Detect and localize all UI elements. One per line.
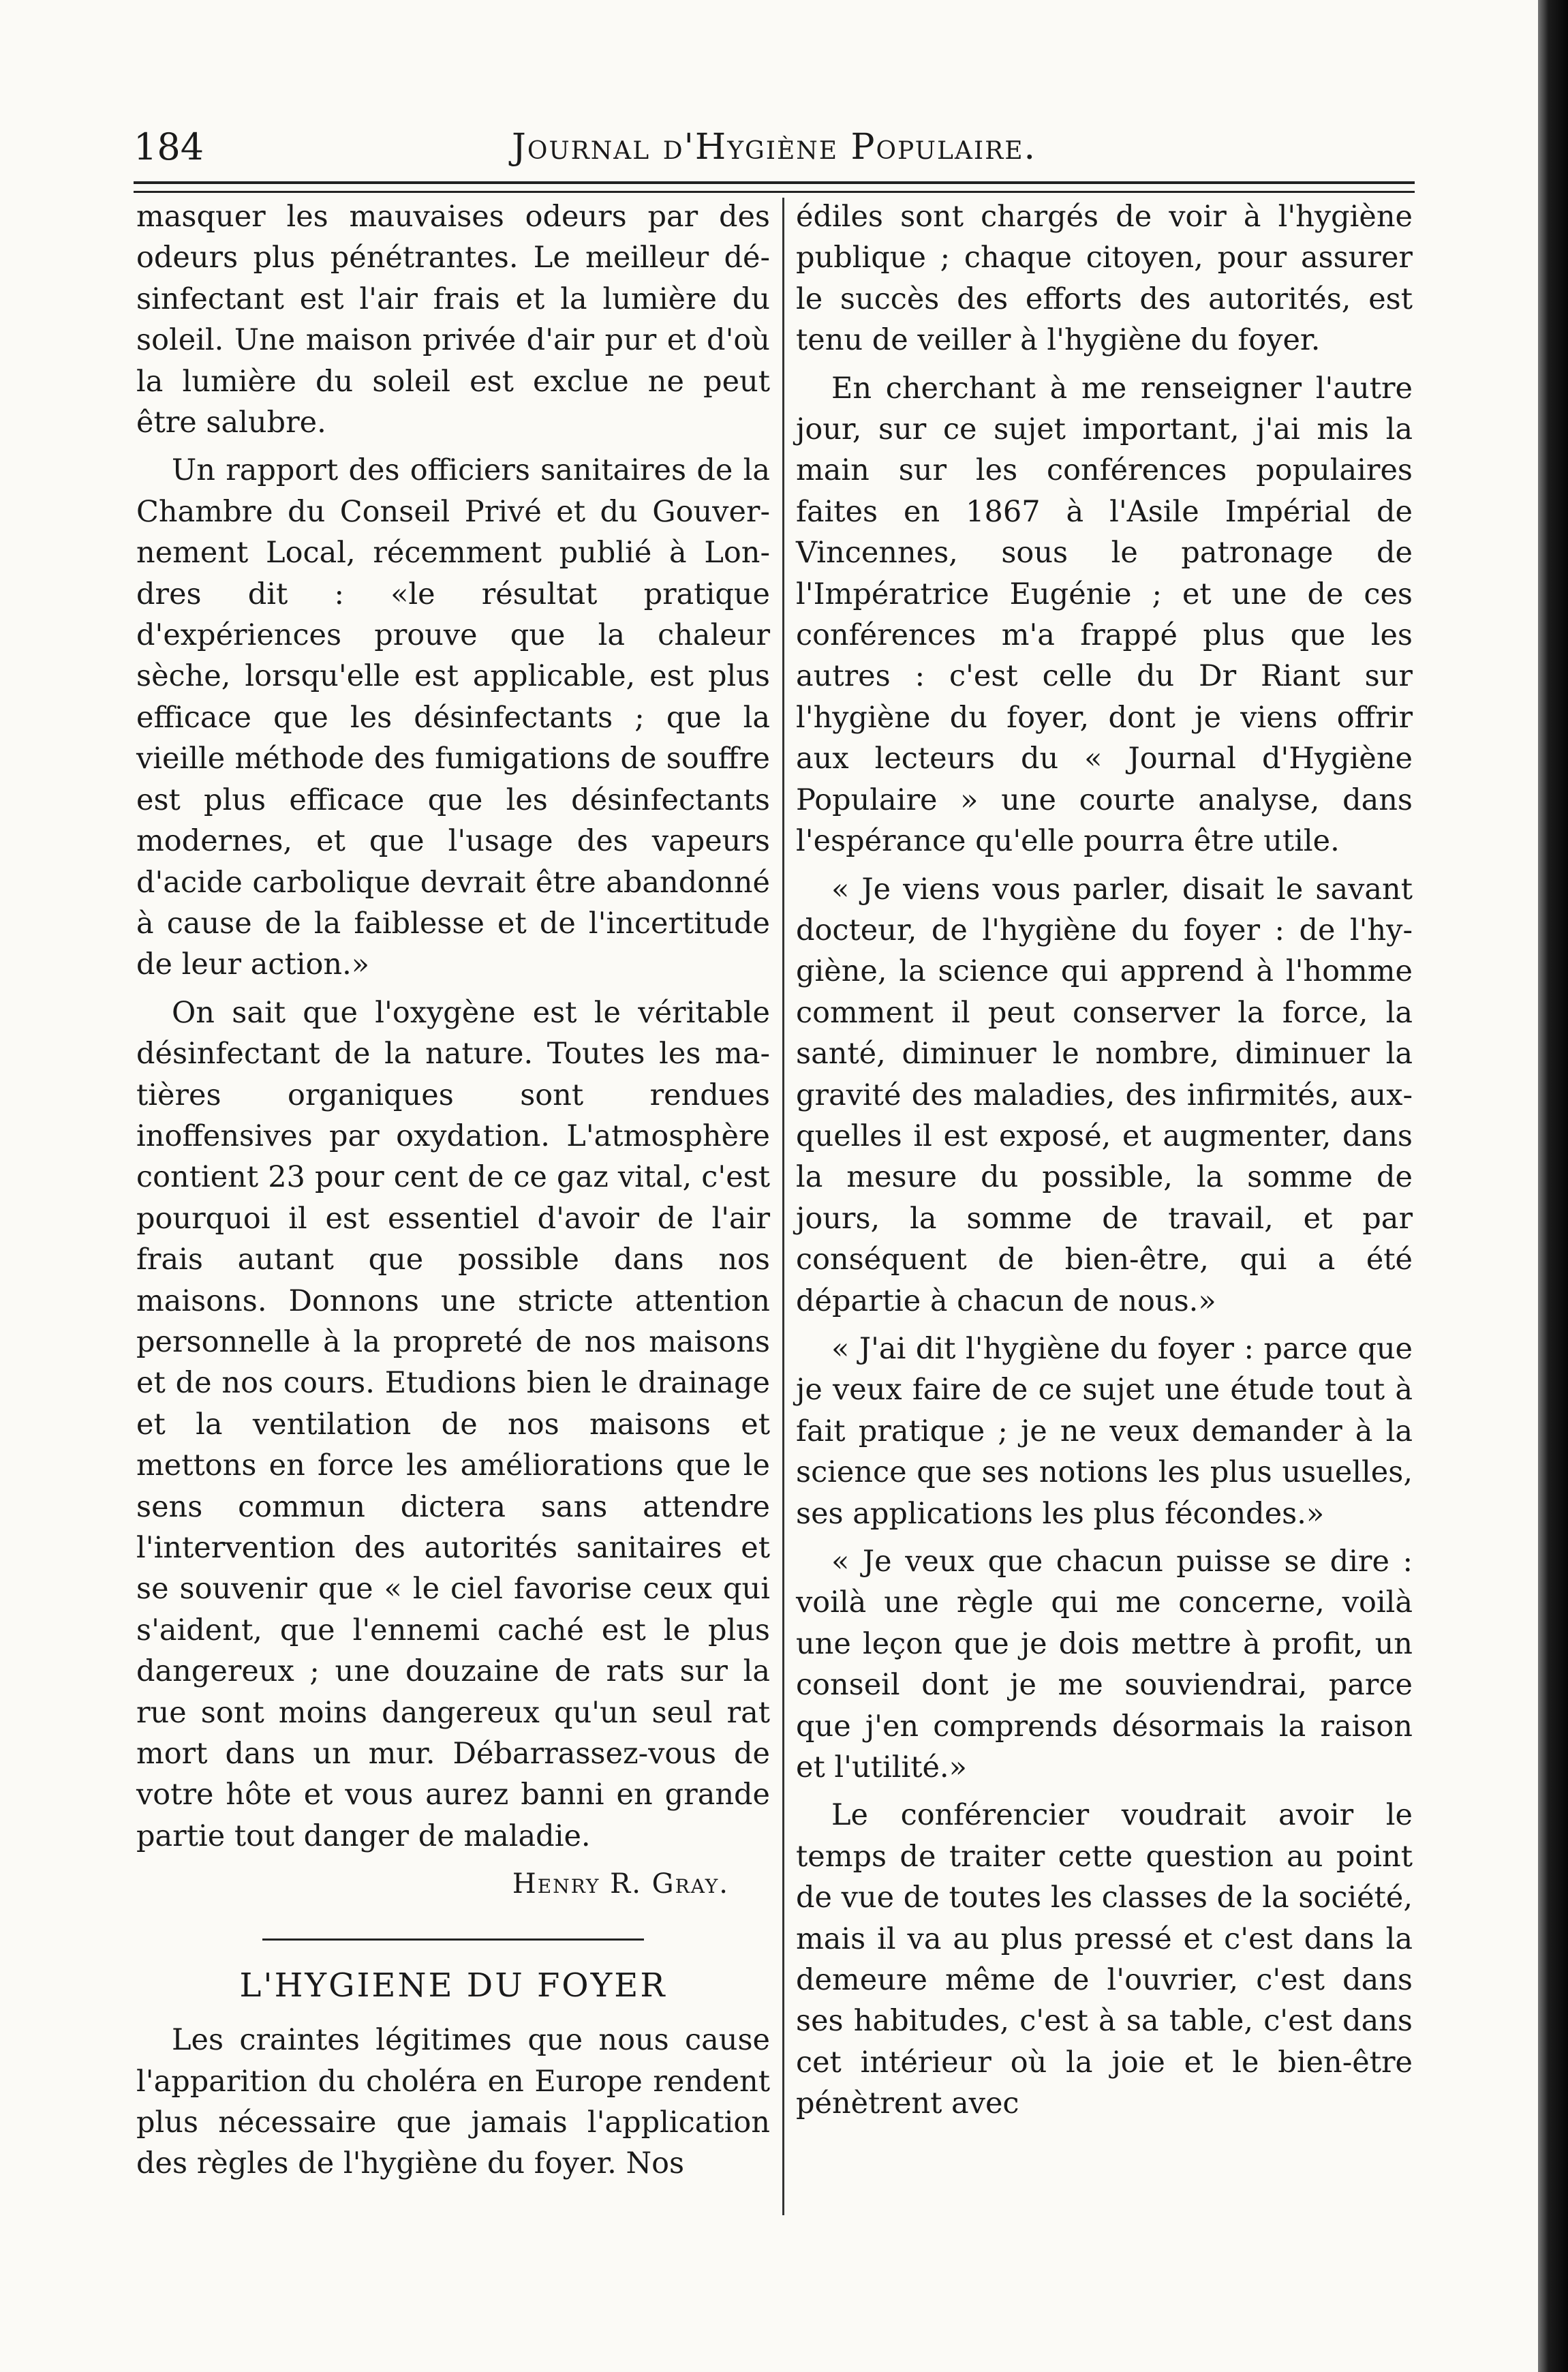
section-divider: [262, 1938, 644, 1941]
paragraph: « Je viens vous parler, disait le savant docteur, de l'hygiène du foyer : de l'hygiène, la science qui apprend à l'homme comment il peut conserver la force, la santé, diminuer le nombre, diminuer la gravité des maladies, des infirmités, auxquelles il est exposé, et augmenter, dans la mesure du possible, la somme de jours, la somme de travail, et par conséquent de bien-être, qui a été départie à chacun de nous.»: [796, 872, 1413, 1318]
page-binding-edge: [1538, 0, 1568, 2372]
paragraph: On sait que l'oxygène est le véritable désinfectant de la nature. Toutes les matières organiques sont rendues inoffensives par oxydation. L'atmosphère contient 23 pour cent de ce gaz vital, c'est pourquoi il est essentiel d'avoir de l'air frais autant que possible dans nos maisons. Donnons une stricte attention personnelle à la propreté de nos maisons et de nos cours. Etudions bien le drainage et la ventilation de nos maisons et mettons en force les améliorations que le sens commun dictera sans attendre l'intervention des autorités sanitaires et se souvenir que « le ciel favorise ceux qui s'aident, que l'ennemi caché est le plus dangereux ; une douzaine de rats sur la rue sont moins dangereux qu'un seul rat mort dans un mur. Débarrassez-vous de votre hôte et vous aurez banni en grande partie tout danger de maladie.: [136, 995, 770, 1853]
left-column: [136, 196, 770, 2191]
paragraph: « J'ai dit l'hygiène du foyer : parce que je veux faire de ce sujet une étude tout à fait pratique ; je ne veux demander à la science que ses notions les plus usuelles, ses applications les plus fécondes.»: [796, 1331, 1413, 1531]
column-divider: [782, 198, 784, 2215]
paragraph: Les craintes légitimes que nous cause l'apparition du choléra en Europe rendent plus nécessaire que jamais l'application des règles de l'hygiène du foyer. Nos: [136, 2023, 770, 2181]
paragraph: masquer les mauvaises odeurs par des odeurs plus pénétrantes. Le meilleur désinfectant est l'air frais et la lumière du soleil. Une maison privée d'air pur et d'où la lumière du soleil est exclue ne peut être salubre.: [136, 200, 770, 440]
header-rule: [134, 181, 1415, 184]
paragraph: Un rapport des officiers sanitaires de la Chambre du Conseil Privé et du Gouvernement Local, récemment publié à Londres dit : «le résultat pratique d'expériences prouve que la chaleur sèche, lorsqu'elle est applicable, est plus efficace que les désinfectants ; que la vieille méthode des fumigations de souffre est plus efficace que les désinfectants modernes, et que l'usage des vapeurs d'acide carbolique devrait être abandonné à cause de la faiblesse et de l'incertitude de leur action.»: [136, 453, 770, 982]
page-header: [134, 120, 1415, 174]
paragraph: En cherchant à me renseigner l'autre jour, sur ce sujet important, j'ai mis la main sur les conférences populaires faites en 1867 à l'Asile Impérial de Vincennes, sous le patronage de l'Impératrice Eugénie ; et une de ces conférences m'a frappé plus que les autres : c'est celle du Dr Riant sur l'hygiène du foyer, dont je viens offrir aux lecteurs du « Journal d'Hygiène Populaire » une courte analyse, dans l'espérance qu'elle pourra être utile.: [796, 371, 1413, 859]
page-number: 184: [134, 125, 204, 168]
paragraph: « Je veux que chacun puisse se dire : voilà une règle qui me concerne, voilà une leçon que je dois mettre à profit, un conseil dont je me souviendrai, parce que j'en comprends désormais la raison et l'utilité.»: [796, 1545, 1413, 1785]
running-title: Journal d'Hygiène Populaire.: [511, 127, 1037, 168]
paragraph: Le conférencier voudrait avoir le temps de traiter cette question au point de vue de toutes les classes de la société, mais il va au plus pressé et c'est dans la demeure même de l'ouvrier, c'est dans ses habitudes, c'est à sa table, c'est dans cet intérieur où la joie et le bien-être pénètrent avec: [796, 1798, 1413, 2121]
article-title: L'HYGIENE DU FOYER: [239, 1966, 667, 2005]
paragraph: édiles sont chargés de voir à l'hygiène publique ; chaque citoyen, pour assurer le succès des efforts des autorités, est tenu de veiller à l'hygiène du foyer.: [796, 200, 1413, 358]
author-signature: Henry R. Gray.: [512, 1868, 729, 1900]
header-rule-secondary: [134, 191, 1415, 193]
right-column: [796, 196, 1413, 2131]
